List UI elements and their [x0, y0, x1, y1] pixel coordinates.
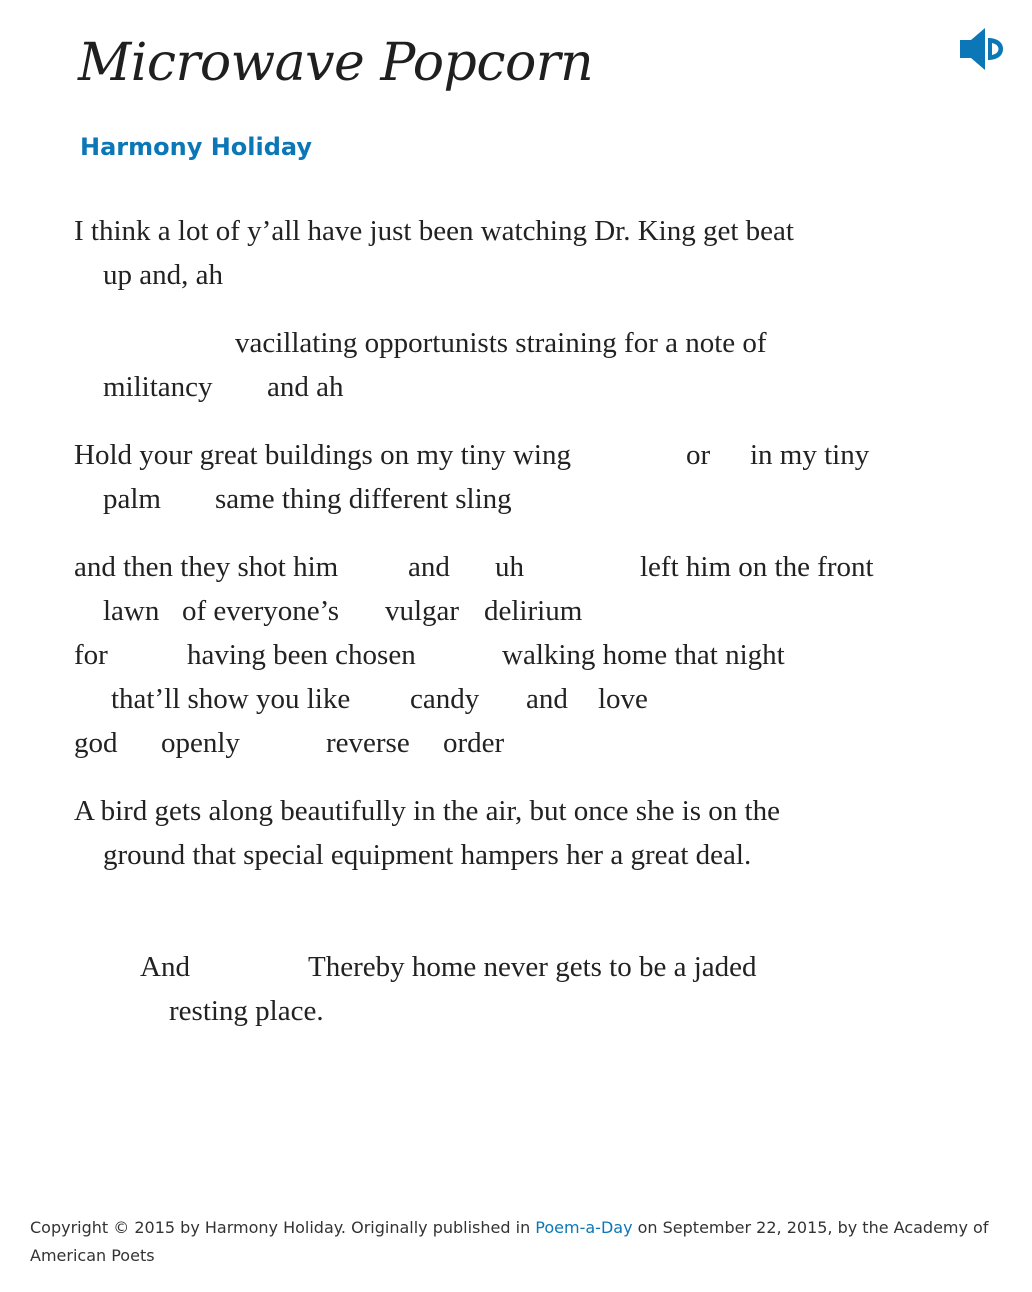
- poem-fragment: openly: [161, 727, 240, 759]
- poem-line: resting place.: [169, 995, 324, 1027]
- poem-fragment: reverse: [326, 727, 410, 759]
- poem-fragment: love: [598, 683, 648, 715]
- poem-fragment: and then they shot him: [74, 551, 339, 583]
- poem-fragment: left him on the front: [640, 551, 874, 583]
- poem-fragment: that’ll show you like: [111, 683, 351, 715]
- poem-fragment: uh: [495, 551, 524, 583]
- poem-fragment: candy: [410, 683, 480, 715]
- poem-fragment: And: [140, 951, 190, 983]
- poem-fragment: having been chosen: [187, 639, 416, 671]
- poem-fragment: lawn: [103, 595, 160, 627]
- poem-fragment: or: [686, 439, 711, 471]
- poem-fragment: of everyone’s: [182, 595, 340, 627]
- poem-line: A bird gets along beautifully in the air, but once she is on the: [74, 795, 780, 827]
- poem-title: Microwave Popcorn: [78, 33, 594, 93]
- poem-line: up and, ah: [103, 259, 223, 291]
- poem-fragment: order: [443, 727, 505, 759]
- poem-line: I think a lot of y’all have just been watching Dr. King get beat: [74, 215, 794, 247]
- poem-fragment: same thing different sling: [215, 483, 512, 515]
- poem-fragment: delirium: [484, 595, 583, 627]
- poem-fragment: god: [74, 727, 118, 759]
- speaker-audio-icon: [958, 24, 1008, 74]
- poem-fragment: for: [74, 639, 108, 671]
- poem-fragment: Thereby home never gets to be a jaded: [308, 951, 757, 983]
- poem-fragment: Hold your great buildings on my tiny wing: [74, 439, 571, 471]
- poem-fragment: vulgar: [385, 595, 460, 627]
- poem-fragment: walking home that night: [502, 639, 785, 671]
- copyright-text-end: on September 22, 2015, by the Academy of American Poets: [30, 1218, 989, 1265]
- poem-fragment: and: [526, 683, 568, 715]
- poem-fragment: in my tiny: [750, 439, 870, 471]
- poem-fragment: militancy: [103, 371, 213, 403]
- author-link[interactable]: Harmony Holiday: [80, 133, 313, 161]
- audio-play-button[interactable]: [958, 24, 1008, 74]
- poem-line: ground that special equipment hampers her a great deal.: [103, 839, 752, 871]
- poem-fragment: palm: [103, 483, 161, 515]
- poem-a-day-link[interactable]: Poem-a-Day: [535, 1218, 633, 1237]
- poem-line: vacillating opportunists straining for a note of: [235, 327, 767, 359]
- poem-fragment: and ah: [267, 371, 344, 403]
- copyright-text: Copyright © 2015 by Harmony Holiday. Originally published in: [30, 1218, 536, 1237]
- copyright-notice: [30, 1214, 990, 1270]
- poem-fragment: and: [408, 551, 450, 583]
